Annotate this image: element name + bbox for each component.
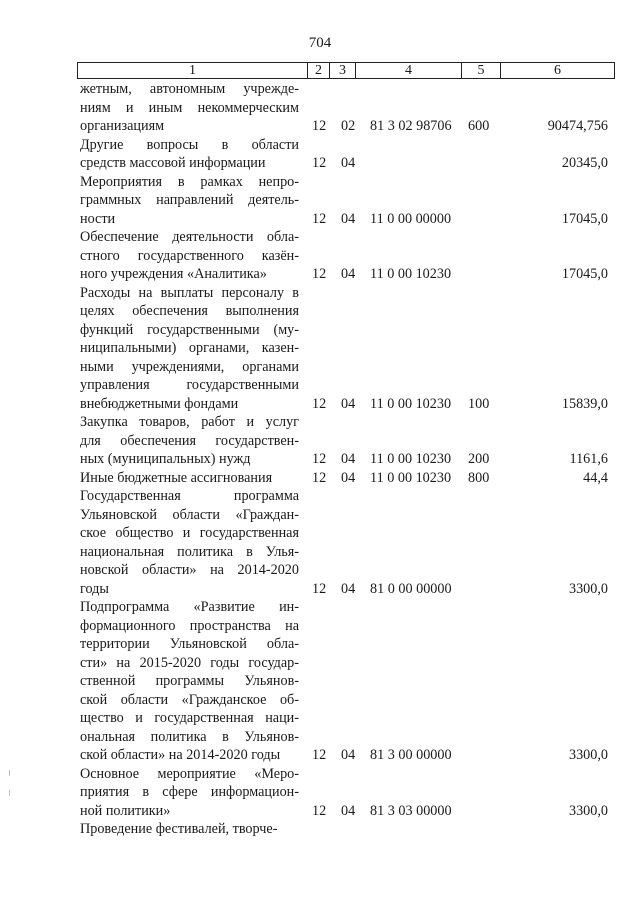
cell-c6: 3300,0: [568, 580, 608, 597]
cell-c4: 81 0 00 00000: [370, 580, 452, 597]
table-row: [0, 765, 640, 821]
cell-c4: 11 0 00 10230: [370, 395, 452, 412]
cell-c2: 12: [312, 802, 327, 819]
row-description: [80, 598, 299, 765]
description-line: Ульяновской области «Граждан-: [80, 506, 299, 523]
cell-c2: 12: [312, 155, 327, 171]
cell-c3: 04: [341, 451, 356, 467]
cell-c5: 600: [468, 118, 490, 134]
row-description: [80, 173, 299, 229]
cell-c5: 800: [468, 469, 490, 486]
description-line: Подпрограмма «Развитие ин-: [80, 599, 299, 615]
cell-c2: 12: [312, 266, 327, 282]
description-line: Государственная программа: [80, 488, 299, 504]
cell-c6: 15839,0: [561, 395, 608, 412]
table-row: [0, 413, 640, 469]
cell-c6: 3300,0: [568, 802, 608, 819]
cell-c6: 90474,756: [547, 118, 608, 134]
cell-c6: 17045,0: [561, 266, 608, 282]
description-line: Расходы на выплаты персоналу в: [80, 284, 299, 301]
cell-c3: 04: [341, 469, 356, 486]
description-line: новской области» на 2014-2020: [80, 562, 299, 578]
cell-c3: 04: [341, 747, 356, 763]
page-number: 704: [308, 35, 332, 51]
description-line: ской области «Гражданское об-: [80, 691, 299, 708]
row-description: [80, 765, 299, 821]
description-line: Мероприятия в рамках непро-: [80, 173, 299, 190]
description-line: граммных направлений деятель-: [80, 192, 299, 208]
cell-c5: 100: [468, 395, 490, 412]
description-line: жетным, автономным учрежде-: [80, 81, 299, 97]
description-line: приятия в сфере информацион-: [80, 784, 299, 800]
header-col-1: 1: [78, 63, 308, 78]
table-row: [0, 228, 640, 284]
description-line: ных (муниципальных) нужд: [80, 451, 251, 467]
table-row: [0, 487, 640, 598]
row-description: [80, 469, 299, 488]
description-line: внебюджетными фондами: [80, 395, 239, 412]
description-line: ности: [80, 210, 116, 227]
header-col-5: 5: [462, 63, 501, 78]
row-description: [80, 284, 299, 414]
description-line: стного государственного казён-: [80, 247, 299, 264]
cell-c4: 11 0 00 10230: [370, 451, 452, 467]
row-description: [80, 413, 299, 469]
row-description: [80, 487, 299, 598]
description-line: организациям: [80, 118, 165, 134]
description-line: щество и государственная наци-: [80, 710, 299, 726]
cell-c6: 1161,6: [569, 451, 608, 467]
description-line: ской области» на 2014-2020 годы: [80, 747, 281, 763]
cell-c2: 12: [312, 118, 327, 134]
cell-c4: 81 3 00 00000: [370, 747, 452, 763]
row-description: [80, 80, 299, 136]
description-line: управления государственными: [80, 377, 299, 393]
cell-c4: 81 3 02 98706: [370, 118, 452, 134]
table-row: [0, 136, 640, 173]
cell-c3: 04: [341, 802, 356, 819]
cell-c3: 04: [341, 395, 356, 412]
scan-mark: [9, 770, 10, 776]
cell-c6: 44,4: [583, 469, 608, 486]
description-line: Проведение фестивалей, творче-: [80, 821, 278, 837]
table-row: [0, 173, 640, 229]
cell-c2: 12: [312, 469, 327, 486]
table-row: [0, 820, 640, 839]
description-line: Другие вопросы в области: [80, 136, 299, 153]
description-line: ной политики»: [80, 802, 171, 819]
description-line: Иные бюджетные ассигнования: [80, 469, 273, 486]
cell-c4: 11 0 00 00000: [370, 210, 452, 227]
cell-c3: 04: [341, 210, 356, 227]
header-col-6: 6: [554, 63, 561, 78]
table-row: [0, 469, 640, 488]
table-row: [0, 284, 640, 414]
cell-c2: 12: [312, 747, 327, 763]
description-line: для обеспечения государствен-: [80, 432, 299, 449]
description-line: сти» на 2015-2020 годы государ-: [80, 654, 299, 671]
description-line: ниям и иным некоммерческим: [80, 99, 299, 116]
cell-c3: 02: [341, 118, 356, 134]
description-line: целях обеспечения выполнения: [80, 303, 299, 319]
table-body: [0, 80, 640, 839]
description-line: ственной программы Ульянов-: [80, 673, 299, 689]
cell-c3: 04: [341, 580, 356, 597]
row-description: [80, 136, 299, 173]
cell-c2: 12: [312, 395, 327, 412]
table-header: [77, 62, 615, 79]
description-line: ниципальными) органами, казен-: [80, 340, 299, 356]
header-col-3: 3: [330, 63, 356, 78]
description-line: Основное мероприятие «Меро-: [80, 765, 299, 782]
header-col-2: 2: [308, 63, 330, 78]
cell-c6: 20345,0: [561, 155, 608, 171]
cell-c2: 12: [312, 451, 327, 467]
table-row: [0, 598, 640, 765]
description-line: формационного пространства на: [80, 617, 299, 634]
header-col-4: 4: [356, 63, 462, 78]
description-line: средств массовой информации: [80, 155, 266, 171]
description-line: ональная политика в Ульянов-: [80, 728, 299, 745]
row-description: [80, 820, 299, 839]
description-line: ское общество и государственная: [80, 525, 299, 541]
cell-c2: 12: [312, 210, 327, 227]
cell-c6: 17045,0: [561, 210, 608, 227]
description-line: годы: [80, 580, 109, 597]
description-line: ного учреждения «Аналитика»: [80, 266, 267, 282]
description-line: Обеспечение деятельности обла-: [80, 229, 299, 245]
description-line: функций государственными (му-: [80, 321, 299, 338]
row-description: [80, 228, 299, 284]
table-row: [0, 80, 640, 136]
cell-c5: 200: [468, 451, 490, 467]
description-line: Закупка товаров, работ и услуг: [80, 414, 299, 430]
description-line: национальная политика в Улья-: [80, 543, 299, 560]
scan-mark: [9, 790, 10, 796]
cell-c4: 11 0 00 10230: [370, 469, 452, 486]
description-line: территории Ульяновской обла-: [80, 636, 299, 652]
description-line: ными учреждениями, органами: [80, 358, 299, 375]
cell-c3: 04: [341, 266, 356, 282]
cell-c3: 04: [341, 155, 356, 171]
cell-c2: 12: [312, 580, 327, 597]
cell-c6: 3300,0: [568, 747, 608, 763]
cell-c4: 11 0 00 10230: [370, 266, 452, 282]
cell-c4: 81 3 03 00000: [370, 802, 452, 819]
